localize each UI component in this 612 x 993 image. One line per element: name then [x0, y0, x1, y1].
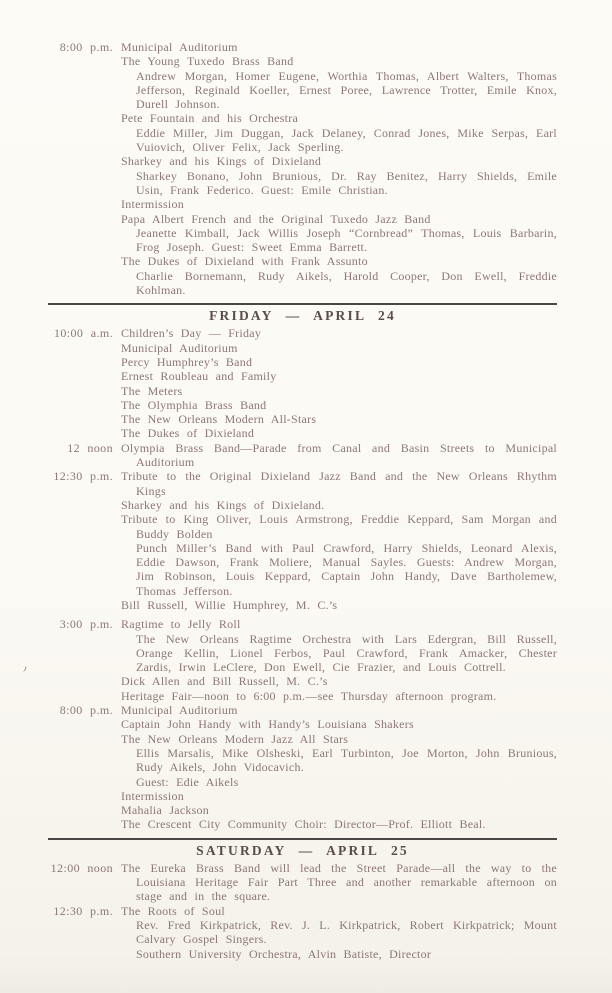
event-line: Dick Allen and Bill Russell, M. C.’s	[121, 674, 328, 689]
event-line: The Meters	[121, 383, 183, 398]
performer-list: The New Orleans Ragtime Orchestra with Lars Edergran, Bill Russell, Orange Kellin, Lionel Ferbos, Paul Crawford, Frank Amacker, Chester Zardis, Irwin LeClere, Don Ewell, Cie Frazier, and Louis Cottrell.	[136, 631, 557, 675]
performer-list: Jeanette Kimball, Jack Willis Joseph “Cornbread” Thomas, Louis Barbarin, Frog Joseph. Guest: Sweet Emma Barrett.	[136, 225, 557, 255]
event-line: Intermission	[121, 788, 184, 803]
performer-list: Andrew Morgan, Homer Eugene, Worthia Thomas, Albert Walters, Thomas Jefferson, Reginald Koeller, Ernest Poree, Lawrence Trotter, Emile Knox, Durell Johnson.	[136, 68, 557, 112]
event-line: Captain John Handy with Handy’s Louisiana Shakers	[121, 717, 414, 732]
performer-list: Guest: Edie Aikels	[136, 774, 239, 789]
performer-list: Southern University Orchestra, Alvin Batiste, Director	[136, 946, 432, 961]
performer-list: Charlie Bornemann, Rudy Aikels, Harold Cooper, Don Ewell, Freddie Kohlman.	[136, 268, 557, 298]
event-line: The Olymphia Brass Band	[121, 397, 267, 412]
event-line: The Eureka Brass Band will lead the Street Parade—all the way to the Louisiana Heritage Fair Part Three and another remarkable afternoon on stage and in the square.	[121, 860, 557, 904]
event-time: 10:00 a.m.	[54, 326, 113, 341]
event-line: Percy Humphrey’s Band	[121, 354, 253, 369]
performer-list: Eddie Miller, Jim Duggan, Jack Delaney, Conrad Jones, Mike Serpas, Earl Vuiovich, Oliver Felix, Jack Sperling.	[136, 125, 557, 155]
event-details	[121, 861, 557, 904]
event-line: Municipal Auditorium	[121, 40, 238, 54]
day-heading: SATURDAY — APRIL 25	[196, 842, 409, 858]
event-time: 8:00 p.m.	[59, 40, 113, 54]
event-line: Bill Russell, Willie Humphrey, M. C.’s	[121, 597, 338, 612]
event-line: Children’s Day — Friday	[121, 326, 262, 341]
day-heading: FRIDAY — APRIL 24	[209, 308, 396, 324]
event-line: Mahalia Jackson	[121, 803, 210, 818]
event-line: The New Orleans Modern Jazz All Stars	[121, 731, 349, 746]
event-line: The Roots of Soul	[121, 903, 225, 918]
event-line: Olympia Brass Band—Parade from Canal and Basin Streets to Municipal Auditorium	[121, 440, 557, 470]
event-line: The New Orleans Modern All-Stars	[121, 412, 317, 427]
event-line: Ragtime to Jelly Roll	[121, 617, 241, 632]
event-line: Papa Albert French and the Original Tuxedo Jazz Band	[121, 211, 431, 226]
schedule-row	[48, 904, 557, 961]
schedule-row	[48, 469, 557, 612]
event-line: The Dukes of Dixieland	[121, 426, 255, 441]
event-details	[121, 617, 557, 703]
schedule-row	[48, 861, 557, 904]
event-line: Heritage Fair—noon to 6:00 p.m.—see Thursday afternoon program.	[121, 688, 497, 703]
event-details	[121, 469, 557, 612]
event-details	[121, 441, 557, 470]
performer-list: Ellis Marsalis, Mike Olsheski, Earl Turbinton, Joe Morton, John Brunious, Rudy Aikels, John Vidocavich.	[136, 745, 557, 775]
event-line: Municipal Auditorium	[121, 703, 238, 718]
performer-list: Sharkey Bonano, John Brunious, Dr. Ray Benitez, Harry Shields, Emile Usin, Frank Federico. Guest: Emile Christian.	[136, 168, 557, 197]
event-line: Ernest Roubleau and Family	[121, 369, 277, 384]
event-line: Tribute to King Oliver, Louis Armstrong, Freddie Keppard, Sam Morgan and Buddy Bolden	[121, 512, 557, 541]
event-time: 8:00 p.m.	[59, 703, 113, 718]
event-time: 12 noon	[67, 440, 113, 455]
schedule-row	[48, 326, 557, 440]
event-line: Municipal Auditorium	[121, 340, 238, 355]
event-details	[121, 326, 557, 440]
event-line: The Dukes of Dixieland with Frank Assunto	[121, 254, 368, 269]
section-divider	[48, 303, 557, 305]
event-line: Sharkey and his Kings of Dixieland.	[121, 497, 325, 512]
event-line: The Crescent City Community Choir: Director—Prof. Elliott Beal.	[121, 817, 486, 832]
ink-speck	[21, 666, 26, 673]
event-details	[121, 40, 557, 297]
event-line: Sharkey and his Kings of Dixieland	[121, 154, 322, 169]
event-time: 12:30 p.m.	[53, 469, 113, 484]
performer-list: Rev. Fred Kirkpatrick, Rev. J. L. Kirkpatrick, Robert Kirkpatrick; Mount Calvary Gospel Singers.	[136, 917, 557, 947]
schedule-row	[48, 40, 557, 297]
event-time: 3:00 p.m.	[59, 617, 113, 632]
performer-list: Punch Miller’s Band with Paul Crawford, Harry Shields, Leonard Alexis, Eddie Dawson, Frank Moliere, Manual Sayles. Guests: Andrew Morgan, Jim Robinson, Louis Keppard, Captain John Handy, Dave Bartholemew, Thomas Jefferson.	[136, 540, 557, 598]
program-schedule	[48, 40, 557, 961]
event-details	[121, 904, 557, 961]
event-line: Intermission	[121, 197, 184, 212]
event-line: Pete Fountain and his Orchestra	[121, 111, 299, 126]
event-line: Tribute to the Original Dixieland Jazz Band and the New Orleans Rhythm Kings	[121, 469, 557, 498]
event-line: The Young Tuxedo Brass Band	[121, 54, 294, 69]
schedule-row	[48, 703, 557, 832]
section-divider	[48, 838, 557, 840]
event-time: 12:00 noon	[50, 860, 113, 875]
schedule-row	[48, 441, 557, 470]
schedule-row	[48, 617, 557, 703]
event-details	[121, 703, 557, 832]
event-time: 12:30 p.m.	[53, 903, 113, 918]
